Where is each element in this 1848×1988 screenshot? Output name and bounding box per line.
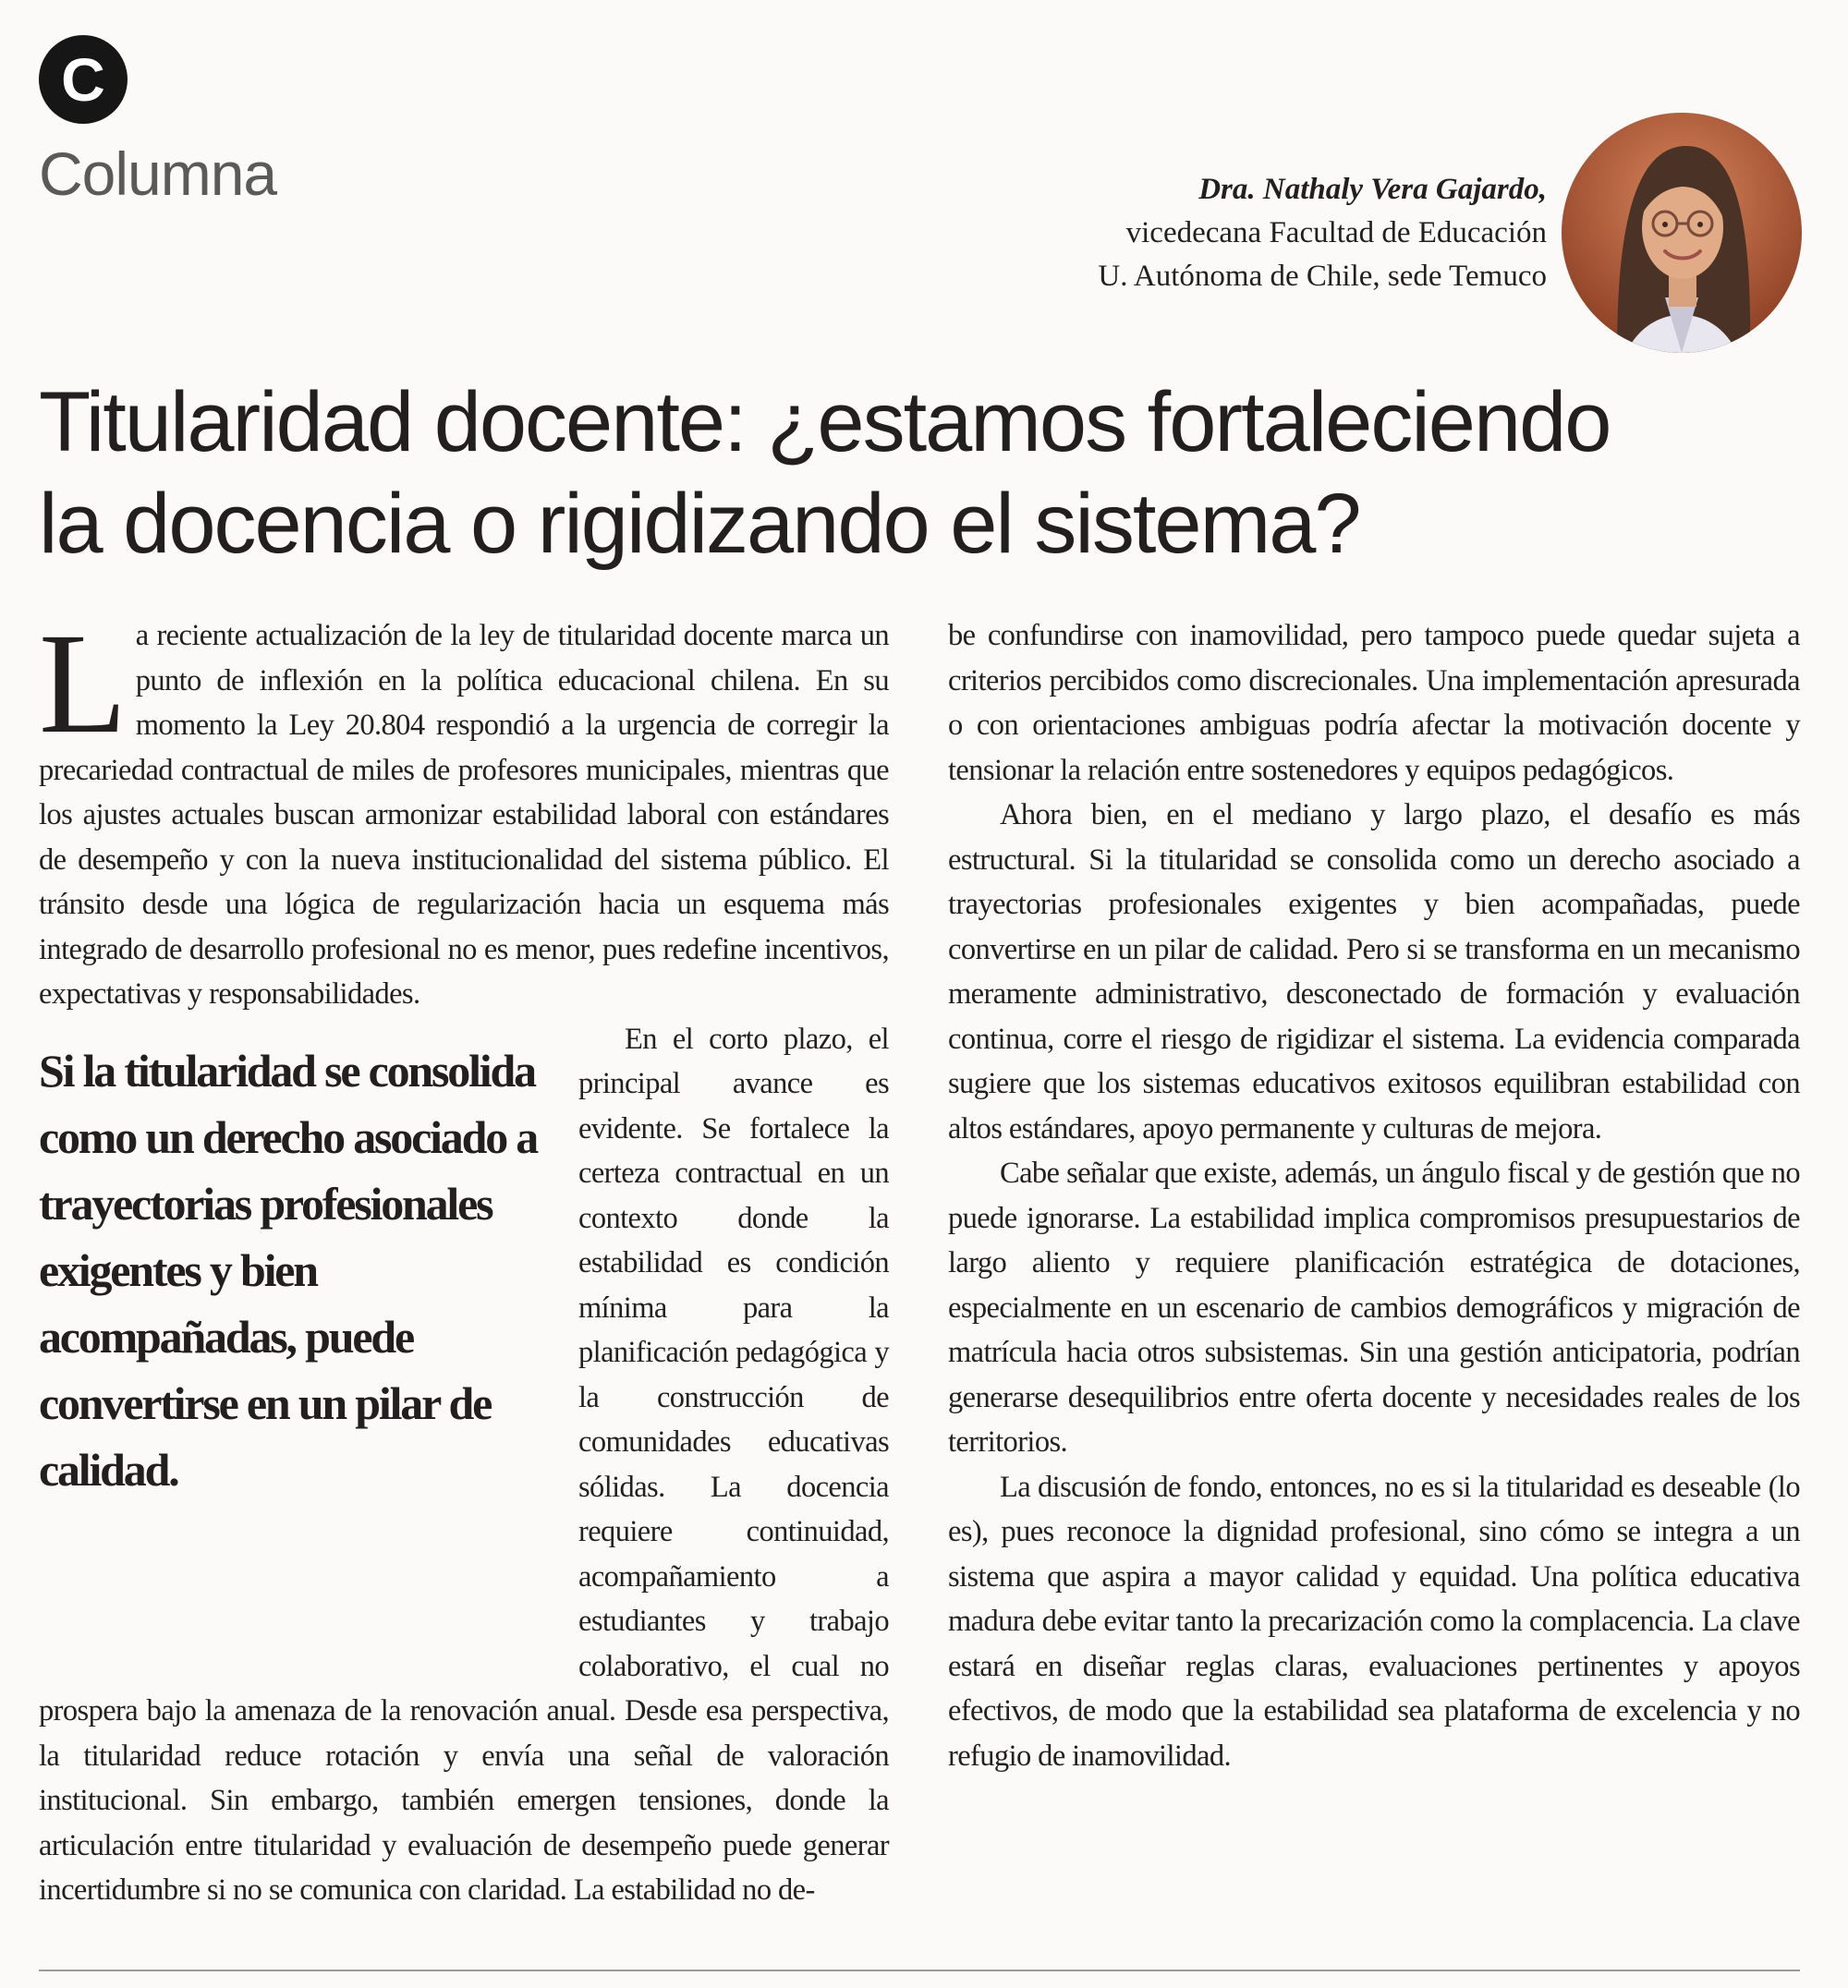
- paragraph-3: Ahora bien, en el mediano y largo plazo, el desafío es más estructural. Si la titularidad se consolida como un derecho asociado a trayectorias profesionales exigentes y bien acompañadas, puede convertirse en un pilar de calidad. Pero si se transforma en un mecanismo meramente administrativo, desconectado de formación y evaluación continua, corre el riesgo de rigidizar el sistema. La evidencia comparada sugiere que los sistemas educativos exitosos equilibran estabilidad con altos estándares, apoyo permanente y culturas de mejora.: [948, 798, 1800, 1146]
- drop-cap: L: [39, 603, 127, 763]
- author-photo: [1562, 113, 1802, 353]
- author-affiliation: U. Autónoma de Chile, sede Temuco: [1098, 260, 1547, 293]
- article-column-left: [39, 603, 889, 1913]
- paragraph-4: Cabe señalar que existe, además, un ángulo fiscal y de gestión que no puede ignorarse. La estabilidad implica compromisos presupuestarios de largo aliento y requiere planificación estratégica de dotaciones, especialmente en un escenario de cambios demográficos y migración de matrícula hacia otros subsistemas. Sin una gestión anticipatoria, podrían generarse desequilibrios entre oferta docente y necesidades reales de los territorios.: [948, 1157, 1800, 1459]
- headline-line-1: Titularidad docente: ¿estamos fortaleciendo: [39, 375, 1611, 469]
- headline-line-2: la docencia o rigidizando el sistema?: [39, 477, 1360, 571]
- paragraph-2: [39, 1017, 889, 1913]
- paragraph-5: La discusión de fondo, entonces, no es si la titularidad es deseable (lo es), pues reconoce la dignidad profesional, sino cómo se integra a un sistema que aspira a mayor calidad y equidad. Una política educativa madura debe evitar tanto la precarización como la complacencia. La clave estará en diseñar reglas claras, evaluaciones pertinentes y apoyos efectivos, de modo que la estabilidad sea plataforma de excelencia y no refugio de inamovilidad.: [948, 1470, 1800, 1773]
- paragraph-1-text: a reciente actualización de la ley de titularidad docente marca un punto de inflexión en la política educacional chilena. En su momento la Ley 20.804 respondió a la urgencia de corregir la precariedad contractual de miles de profesores municipales, mientras que los ajustes actuales buscan armonizar estabilidad laboral con estándares de desempeño y con la nueva institucionalidad del sistema público. El tránsito desde una lógica de regularización hacia un esquema más integrado de desarrollo profesional no es menor, pues redefine incentivos, expectativas y responsabilidades.: [39, 619, 889, 1011]
- paragraph-1: [39, 603, 889, 1017]
- article-column-right: [948, 613, 1800, 1778]
- author-role: vicedecana Facultad de Educación: [1125, 216, 1547, 249]
- column-badge: C: [39, 35, 128, 124]
- author-name: Dra. Nathaly Vera Gajardo,: [1198, 173, 1547, 206]
- article-headline: [39, 371, 1794, 575]
- section-label: Columna: [39, 139, 277, 208]
- pull-quote: Si la titularidad se consolida como un derecho asociado a trayectorias profesionales exigentes y bien acompañadas, puede convertirse en un pilar de calidad.: [39, 1044, 538, 1496]
- paragraph-2-text-left: En el corto plazo, el principal avance es evidente. Se fortalece la certeza contractual en un contexto donde la estabilidad es condición mínima para la planificación pedagógica y la construcción de comunidades educativas sólidas. La docencia requiere continuidad, acompañamiento a estudiantes y trabajo colaborativo, el cual no prospera bajo la amenaza de la renovación anual. Desde esa perspectiva, la titularidad reduce rotación y envía una señal de valoración institucional. Sin embargo, también emergen tensiones, donde la articulación entre titularidad y evaluación de desempeño puede generar incertidumbre si no se comunica con claridad. La estabilidad no de-: [39, 1022, 889, 1907]
- author-byline: [1098, 168, 1547, 298]
- bottom-rule: [39, 1970, 1800, 1971]
- paragraph-2-continued: be confundirse con inamovilidad, pero tampoco puede quedar sujeta a criterios percibidos como discrecionales. Una implementación apresurada o con orientaciones ambiguas podría afectar la motivación docente y tensionar la relación entre sostenedores y equipos pedagógicos.: [948, 619, 1800, 787]
